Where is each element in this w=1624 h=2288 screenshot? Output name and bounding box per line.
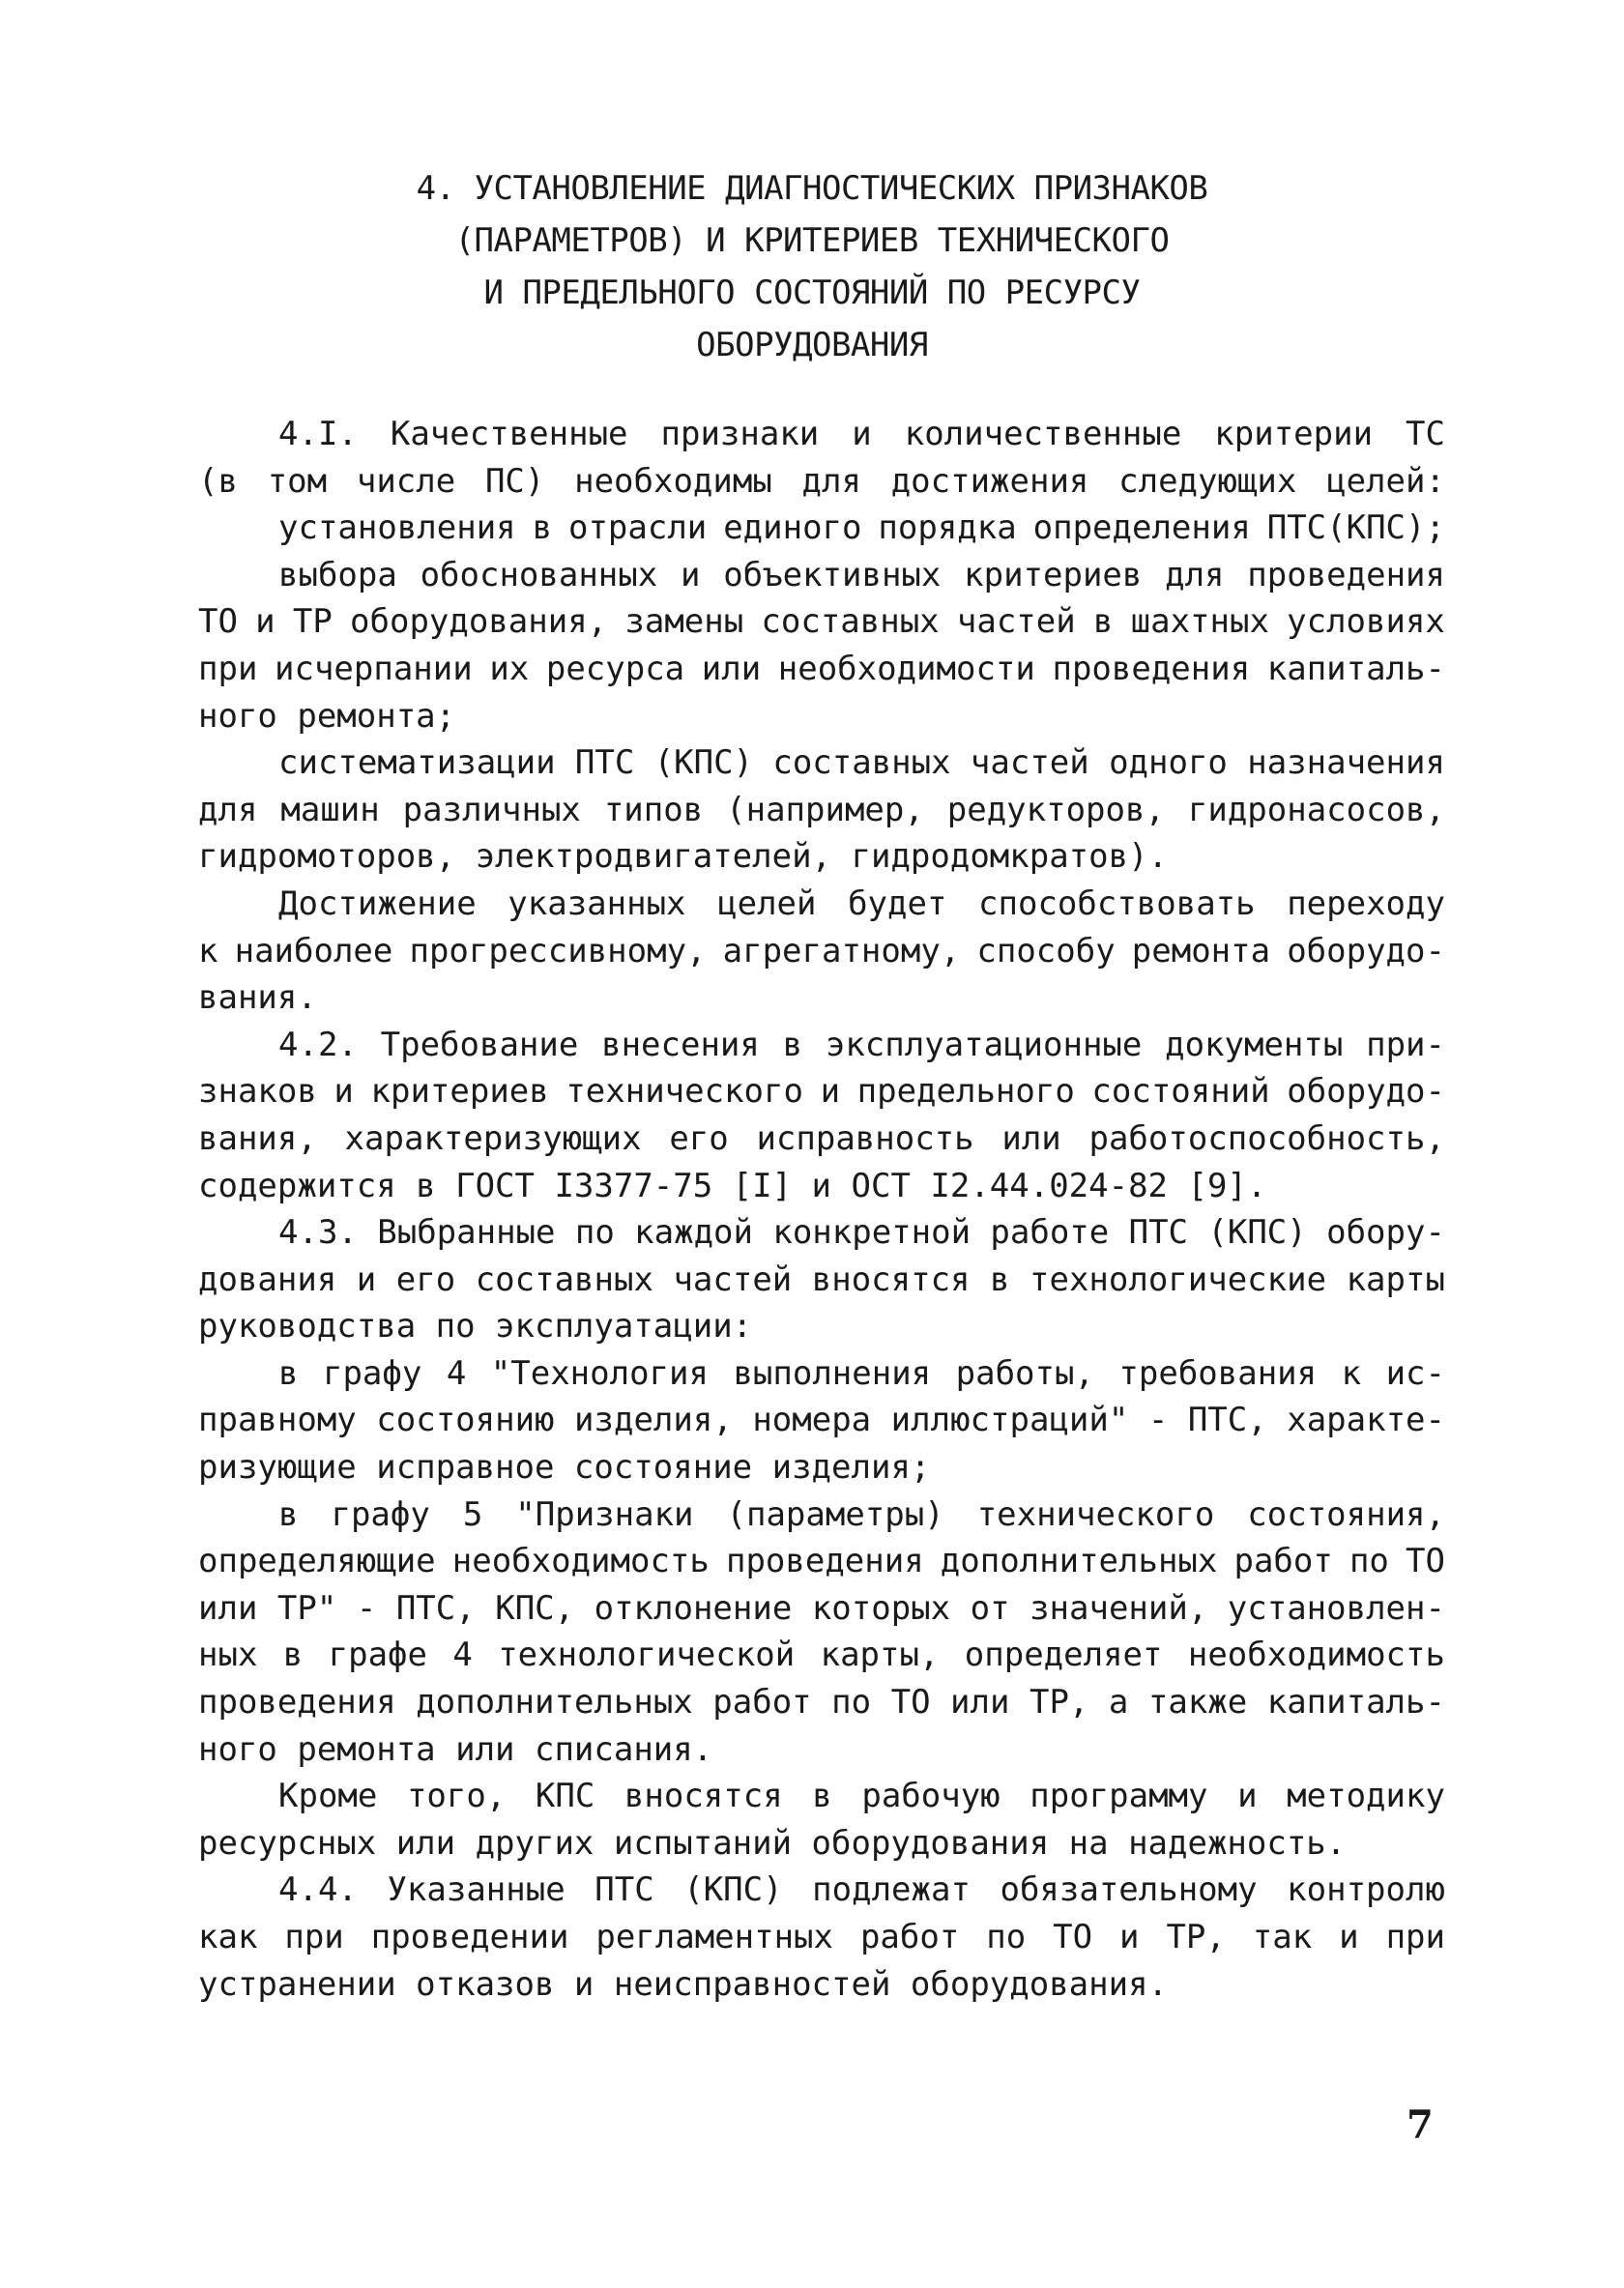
word: прогрессивному, [409, 931, 707, 970]
word: (параметры) [726, 1494, 944, 1534]
word: оборудо- [1287, 931, 1445, 970]
word: которых [811, 1588, 951, 1628]
word: и [852, 415, 872, 453]
word: эксплуатационные [825, 1025, 1143, 1064]
word: дополнительных [416, 1683, 693, 1723]
section-heading [193, 162, 1431, 371]
word: капиталь- [1266, 1683, 1445, 1723]
word: 4.4. [278, 1870, 358, 1910]
word: ПТС, [395, 1588, 476, 1628]
heading-line: ОБОРУДОВАНИЯ [696, 326, 928, 364]
word: оборудо- [1287, 1072, 1445, 1112]
word: по [831, 1683, 872, 1723]
word: того, [406, 1777, 507, 1816]
text-line [198, 1538, 1445, 1585]
word: технического [566, 1072, 803, 1112]
word: необходимости [777, 649, 1035, 688]
text-line: ного ремонта; [198, 696, 456, 736]
text-line: ресурсных или других испытаний оборудования на надежность. [198, 1823, 1347, 1863]
word: составных [772, 743, 951, 783]
word: шахтных [1130, 602, 1269, 642]
word: дополнительных [940, 1542, 1218, 1581]
text-line: ного ремонта или списания. [198, 1729, 713, 1769]
word: определения [1032, 508, 1251, 548]
word: в [278, 1494, 299, 1534]
word: (КПС) [1207, 1213, 1307, 1253]
word: Достижение [278, 883, 477, 923]
word: целей [717, 883, 817, 923]
text-line [198, 458, 1445, 506]
word: знаков [198, 1072, 317, 1112]
word: в [782, 1025, 803, 1064]
text-line [198, 1257, 1445, 1304]
text-line [198, 739, 1445, 787]
word: условиях [1287, 602, 1445, 642]
word: ТО [198, 602, 238, 642]
word: в [532, 508, 553, 548]
word: 4.3. [278, 1213, 358, 1253]
text-line [198, 1632, 1445, 1679]
text-line [198, 1492, 1445, 1539]
word: обязательному [1000, 1870, 1258, 1910]
word: достижения [890, 461, 1089, 501]
word: Выбранные [377, 1213, 556, 1253]
word: для [1165, 555, 1225, 594]
word: замены [624, 602, 744, 642]
word: проведения [1247, 555, 1445, 594]
word: 5 [462, 1494, 483, 1534]
word: редукторов, [946, 790, 1165, 829]
word: ПТС [1128, 1213, 1189, 1253]
word: по [574, 1213, 615, 1253]
word: или [701, 649, 762, 688]
word: состояний [1091, 1072, 1270, 1112]
word: КПС, [495, 1588, 575, 1628]
word: карты, [820, 1636, 940, 1675]
word: и [1237, 1777, 1258, 1816]
text-line [198, 881, 1445, 928]
word: или [1001, 1118, 1061, 1158]
word: при [198, 649, 258, 688]
word: характеризующих [344, 1118, 642, 1158]
word: определяющие [198, 1542, 436, 1581]
word: изделия, [574, 1401, 733, 1440]
word: иллюстраций" [890, 1401, 1129, 1440]
word: рабочую [861, 1777, 1000, 1816]
word: номера [752, 1401, 872, 1440]
word: количественные [904, 415, 1182, 453]
word: "Признаки [515, 1494, 694, 1534]
word: к [1341, 1353, 1362, 1393]
word: критериев [370, 1072, 549, 1112]
text-line [198, 1209, 1445, 1257]
word: карты [1346, 1260, 1445, 1299]
word: по [1348, 1542, 1389, 1581]
word: их [489, 649, 530, 688]
word: 4 [452, 1636, 473, 1675]
word: ТО [1406, 1542, 1445, 1581]
word: каждой [634, 1213, 753, 1253]
word: графе [328, 1636, 427, 1675]
word: от [970, 1588, 1010, 1628]
word: проведения [198, 1683, 396, 1723]
word: составных [475, 1260, 653, 1299]
word: и [356, 1260, 377, 1299]
word: - [356, 1588, 377, 1628]
word: отклонение [594, 1588, 793, 1628]
word: ТР [292, 602, 333, 642]
word: так [1252, 1918, 1313, 1956]
word: проведения [725, 1542, 924, 1581]
word: и [1339, 1918, 1359, 1956]
word: систематизации [278, 743, 556, 783]
word: порядка [878, 508, 1017, 548]
word: дования [198, 1260, 337, 1299]
word: или [198, 1588, 258, 1628]
word: ТС [1406, 415, 1445, 453]
word: или [950, 1683, 1010, 1723]
text-line: вания. [198, 978, 317, 1018]
word: внесения [601, 1025, 760, 1064]
word: подлежат [812, 1870, 971, 1910]
word: характе- [1287, 1401, 1445, 1440]
word: при- [1366, 1025, 1445, 1064]
text-line [198, 1068, 1445, 1115]
text-line [198, 646, 1445, 693]
text-line [198, 787, 1445, 834]
word: работе [990, 1213, 1110, 1253]
text-line [198, 411, 1445, 458]
word: ПТС, [1187, 1401, 1267, 1440]
text-line [198, 1679, 1445, 1726]
word: способу [976, 931, 1116, 970]
word: вносятся [811, 1260, 971, 1299]
word: ных [198, 1636, 258, 1675]
word: его [395, 1260, 456, 1299]
word: агрегатному, [722, 931, 961, 970]
text-line [198, 1585, 1445, 1633]
word: ресурса [545, 649, 685, 688]
word: программу [1030, 1777, 1208, 1816]
word: ПТС [574, 743, 635, 783]
word: признаки [660, 415, 820, 453]
word: вания, [198, 1118, 317, 1158]
text-line [198, 552, 1445, 599]
word: будет [848, 883, 947, 923]
word: ремонта [1131, 931, 1271, 970]
word: ПС) [484, 461, 545, 501]
word: ТР" [276, 1588, 337, 1628]
word: к [198, 931, 218, 970]
word: 4.2. [278, 1025, 358, 1064]
word: проведения [1052, 649, 1251, 688]
word: а [1108, 1683, 1129, 1723]
word: его [669, 1118, 729, 1158]
word: (например, [726, 790, 924, 829]
word: в [278, 1353, 299, 1393]
word: 4.I. [278, 415, 358, 453]
word: в [1092, 602, 1114, 642]
word: ис- [1385, 1353, 1445, 1393]
word: критериев [964, 555, 1143, 594]
body-text [198, 411, 1445, 2008]
word: целей: [1326, 461, 1445, 501]
word: единого [723, 508, 862, 548]
word: вносятся [624, 1777, 783, 1816]
word: значений, [1030, 1588, 1208, 1628]
word: правному [198, 1401, 357, 1440]
heading-line: 4. УСТАНОВЛЕНИЕ ДИАГНОСТИЧЕСКИХ ПРИЗНАКОВ [416, 169, 1208, 208]
word: типов [603, 790, 704, 829]
word: переходу [1287, 883, 1445, 923]
word: (КПС) [683, 1870, 783, 1910]
word: предельного [856, 1072, 1075, 1112]
word: ТР, [1166, 1918, 1226, 1956]
word: - [1147, 1401, 1169, 1440]
word: методику [1287, 1777, 1445, 1816]
word: и [820, 1072, 841, 1112]
text-line: ризующие исправное состояние изделия; [198, 1448, 931, 1488]
word: работы, [955, 1353, 1094, 1393]
word: Указанные [387, 1870, 566, 1910]
text-line: содержится в ГОСТ I3377-75 [I] и ОСТ I2.44.024-82 [9]. [198, 1166, 1267, 1205]
word: необходимы [574, 461, 772, 501]
text-line [198, 505, 1445, 552]
text-line [198, 1914, 1445, 1961]
word: работ [1233, 1542, 1333, 1581]
text-line [198, 1115, 1445, 1163]
text-line: руководства по эксплуатации: [198, 1307, 753, 1347]
word: объективных [723, 555, 942, 594]
word: частей [673, 1260, 793, 1299]
word: одного [1109, 743, 1228, 783]
word: обору- [1326, 1213, 1445, 1253]
word: исправность [756, 1118, 974, 1158]
word: 4 [446, 1353, 467, 1393]
word: следующих [1118, 461, 1297, 501]
word: работ [859, 1918, 960, 1956]
word: капиталь- [1266, 649, 1445, 688]
text-line [198, 1397, 1445, 1444]
text-line: гидромоторов, электродвигателей, гидродомкратов). [198, 837, 1169, 877]
text-line: устранении отказов и неисправностей оборудования. [198, 1964, 1169, 2004]
word: ПТС [594, 1870, 654, 1910]
word: (в [198, 461, 238, 501]
word: также [1147, 1683, 1248, 1723]
word: графу [331, 1494, 430, 1534]
word: различных [402, 790, 581, 829]
text-line [198, 1350, 1445, 1398]
word: графу [322, 1353, 422, 1393]
word: при [1385, 1918, 1445, 1956]
word: требования [1118, 1353, 1318, 1393]
word: том [267, 461, 328, 501]
word: наиболее [234, 931, 393, 970]
word: регламентных [595, 1918, 833, 1956]
word: для [198, 790, 258, 829]
word: по [986, 1918, 1027, 1956]
word: необходимость [1187, 1636, 1445, 1675]
text-line [198, 598, 1445, 646]
word: документы [1165, 1025, 1344, 1064]
word: отрасли [567, 508, 708, 548]
word: машин [280, 790, 380, 829]
word: технологической [498, 1636, 796, 1675]
word: установлен- [1227, 1588, 1445, 1628]
word: выбора [278, 555, 397, 594]
text-line [198, 1773, 1445, 1820]
word: критерии [1214, 415, 1374, 453]
word: обоснованных [420, 555, 658, 594]
word: исчерпании [275, 649, 473, 688]
word: способствовать [978, 883, 1256, 923]
word: и [334, 1072, 354, 1112]
word: технического [976, 1494, 1215, 1534]
text-line [198, 1867, 1445, 1914]
word: частей [956, 602, 1076, 642]
word: для [801, 461, 861, 501]
word: как [198, 1918, 258, 1956]
word: ПТС(КПС); [1266, 508, 1445, 548]
heading-line: (ПАРАМЕТРОВ) И КРИТЕРИЕВ ТЕХНИЧЕСКОГО [454, 221, 1170, 260]
word: и [255, 602, 276, 642]
word: и [1119, 1918, 1140, 1956]
word: технологические [1030, 1260, 1327, 1299]
word: при [284, 1918, 344, 1956]
word: указанных [508, 883, 686, 923]
word: числе [356, 461, 456, 501]
word: частей [970, 743, 1089, 783]
word: определяет [964, 1636, 1163, 1675]
word: КПС [535, 1777, 595, 1816]
word: "Технология [490, 1353, 709, 1393]
text-line [198, 1022, 1445, 1069]
word: ТО [890, 1683, 931, 1723]
word: оборудования, [350, 602, 608, 642]
word: работ [712, 1683, 812, 1723]
word: в [812, 1777, 832, 1816]
word: составных [761, 602, 940, 642]
heading-line: И ПРЕДЕЛЬНОГО СОСТОЯНИЙ ПО РЕСУРСУ [483, 274, 1141, 312]
word: необходимость [451, 1542, 710, 1581]
text-line [198, 928, 1445, 975]
word: состоянию [376, 1401, 555, 1440]
word: ТО [1053, 1918, 1093, 1956]
word: гидронасосов, [1187, 790, 1445, 829]
word: проведении [370, 1918, 569, 1956]
page-number: 7 [1406, 2102, 1434, 2148]
word: в [990, 1260, 1010, 1299]
word: Кроме [278, 1777, 378, 1816]
word: назначения [1247, 743, 1445, 783]
word: контролю [1287, 1870, 1445, 1910]
word: конкретной [772, 1213, 972, 1253]
word: установления [278, 508, 516, 548]
word: Требование [380, 1025, 579, 1064]
word: Качественные [390, 415, 628, 453]
word: работоспособность, [1088, 1118, 1445, 1158]
word: выполнения [733, 1353, 932, 1393]
word: состояния, [1247, 1494, 1445, 1534]
word: в [282, 1636, 304, 1675]
word: (КПС) [653, 743, 754, 783]
word: ТР, [1029, 1683, 1089, 1723]
word: и [680, 555, 701, 594]
